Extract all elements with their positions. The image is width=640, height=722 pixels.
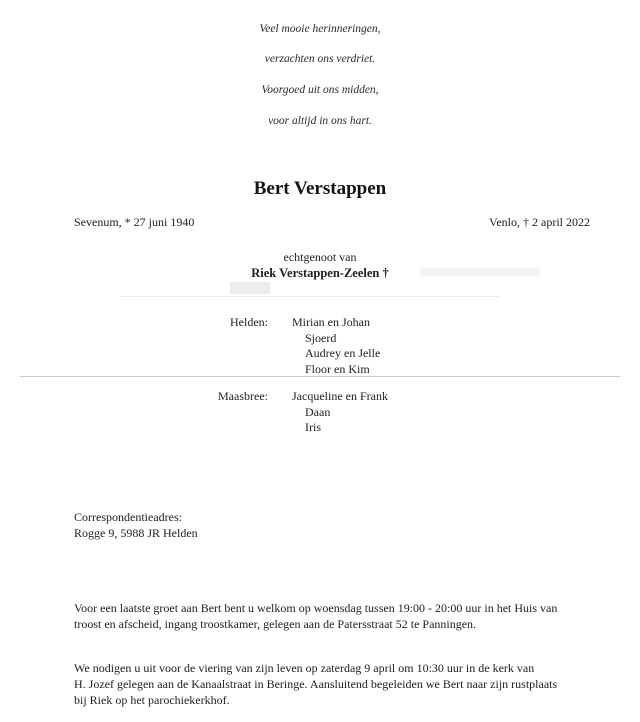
family-members-maasbree	[292, 389, 388, 436]
paragraph-line: We nodigen u uit voor de viering van zijn leven op zaterdag 9 april om 10:30 uur in de kerk van	[74, 661, 535, 675]
family-member: Daan	[305, 404, 331, 419]
paragraph-line: H. Jozef gelegen aan de Kanaalstraat in Beringe. Aansluitend begeleiden we Bert naar zijn rustplaats	[74, 677, 558, 691]
family-place-maasbree: Maasbree:	[218, 389, 268, 403]
deceased-name: Bert Verstappen	[253, 178, 387, 199]
family-member: Audrey en Jelle	[305, 346, 381, 360]
paragraph-line: Voor een laatste groet aan Bert bent u welkom op woensdag tussen 19:00 - 20:00 uur in het Huis van	[74, 601, 558, 615]
family-member: Mirian en Johan	[292, 315, 370, 329]
family-member: Sjoerd	[305, 330, 337, 345]
poem-line-2: verzachten ons verdriet.	[264, 53, 376, 65]
service-paragraph	[74, 660, 594, 708]
scan-artifact	[230, 282, 270, 294]
spouse-name: Riek Verstappen-Zeelen †	[251, 266, 389, 280]
scan-artifact	[120, 296, 500, 297]
birth-info: Sevenum, * 27 juni 1940	[74, 215, 195, 229]
family-member: Iris	[305, 420, 321, 434]
spouse-label: echtgenoot van	[283, 250, 357, 264]
correspondence-address: Rogge 9, 5988 JR Helden	[74, 526, 198, 540]
poem-line-3: Voorgoed uit ons midden,	[261, 84, 379, 96]
family-member: Jacqueline en Frank	[292, 389, 388, 403]
family-member: Floor en Kim	[305, 361, 370, 376]
correspondence-label: Correspondentieadres:	[74, 510, 182, 524]
poem-line-1: Veel mooie herinneringen,	[259, 23, 381, 35]
family-place-helden: Helden:	[230, 315, 268, 329]
paragraph-line: troost en afscheid, ingang troostkamer, gelegen aan de Patersstraat 52 te Panningen.	[74, 617, 477, 631]
paragraph-line: bij Riek op het parochiekerkhof.	[74, 693, 230, 707]
family-members-helden	[292, 315, 380, 377]
death-info: Venlo, † 2 april 2022	[489, 215, 590, 229]
poem-line-4: voor altijd in ons hart.	[268, 115, 372, 127]
viewing-paragraph	[74, 600, 594, 632]
